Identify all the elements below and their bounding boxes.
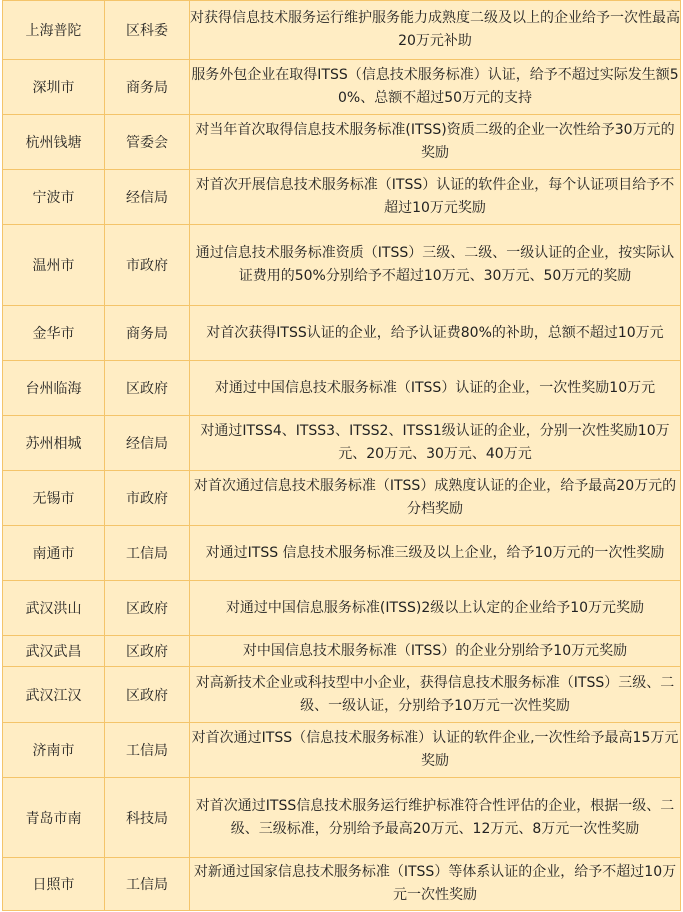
policy-description-cell: 对当年首次取得信息技术服务标准(ITSS)资质二级的企业一次性给予30万元的奖励 [190, 115, 681, 170]
table-row [3, 115, 681, 170]
department-cell: 工信局 [105, 723, 190, 778]
table-row [3, 471, 681, 526]
city-cell: 深圳市 [3, 60, 105, 115]
city-cell: 金华市 [3, 306, 105, 361]
table-row [3, 60, 681, 115]
policy-description-cell: 通过信息技术服务标准资质（ITSS）三级、二级、一级认证的企业，按实际认证费用的50%分别给予不超过10万元、30万元、50万元的奖励 [190, 225, 681, 306]
department-cell: 商务局 [105, 60, 190, 115]
department-cell: 区科委 [105, 1, 190, 60]
department-cell: 区政府 [105, 581, 190, 636]
department-cell: 市政府 [105, 225, 190, 306]
table-row [3, 225, 681, 306]
policy-table-container [2, 0, 680, 911]
department-cell: 区政府 [105, 361, 190, 416]
city-cell: 济南市 [3, 723, 105, 778]
policy-description-cell: 对首次通过ITSS信息技术服务运行维护标准符合性评估的企业，根据一级、二级、三级标准，分别给予最高20万元、12万元、8万元一次性奖励 [190, 778, 681, 858]
policy-description-cell: 对首次通过ITSS（信息技术服务标准）认证的软件企业,一次性给予最高15万元奖励 [190, 723, 681, 778]
city-cell: 武汉江汉 [3, 667, 105, 723]
policy-description-cell: 对通过中国信息服务标准(ITSS)2级以上认定的企业给予10万元奖励 [190, 581, 681, 636]
city-cell: 南通市 [3, 526, 105, 581]
itss-subsidy-policy-table [2, 0, 681, 911]
table-row [3, 416, 681, 471]
policy-description-cell: 对通过ITSS4、ITSS3、ITSS2、ITSS1级认证的企业，分别一次性奖励10万元、20万元、30万元、40万元 [190, 416, 681, 471]
department-cell: 科技局 [105, 778, 190, 858]
department-cell: 经信局 [105, 170, 190, 225]
city-cell: 日照市 [3, 858, 105, 911]
policy-description-cell: 对通过ITSS 信息技术服务标准三级及以上企业，给予10万元的一次性奖励 [190, 526, 681, 581]
policy-description-cell: 对首次获得ITSS认证的企业，给予认证费80%的补助，总额不超过10万元 [190, 306, 681, 361]
policy-description-cell: 对首次通过信息技术服务标准（ITSS）成熟度认证的企业，给予最高20万元的分档奖励 [190, 471, 681, 526]
city-cell: 苏州相城 [3, 416, 105, 471]
department-cell: 区政府 [105, 636, 190, 667]
city-cell: 上海普陀 [3, 1, 105, 60]
city-cell: 温州市 [3, 225, 105, 306]
table-row [3, 526, 681, 581]
table-row [3, 858, 681, 911]
city-cell: 台州临海 [3, 361, 105, 416]
table-row [3, 636, 681, 667]
city-cell: 宁波市 [3, 170, 105, 225]
table-row [3, 778, 681, 858]
policy-description-cell: 服务外包企业在取得ITSS（信息技术服务标准）认证，给予不超过实际发生额50%、总额不超过50万元的支持 [190, 60, 681, 115]
city-cell: 武汉洪山 [3, 581, 105, 636]
city-cell: 青岛市南 [3, 778, 105, 858]
policy-description-cell: 对高新技术企业或科技型中小企业，获得信息技术服务标准（ITSS）三级、二级、一级认证，分别给予10万元一次性奖励 [190, 667, 681, 723]
policy-description-cell: 对首次开展信息技术服务标准（ITSS）认证的软件企业，每个认证项目给予不超过10万元奖励 [190, 170, 681, 225]
policy-description-cell: 对新通过国家信息技术服务标准（ITSS）等体系认证的企业，给予不超过10万元一次性奖励 [190, 858, 681, 911]
department-cell: 经信局 [105, 416, 190, 471]
table-row [3, 170, 681, 225]
table-row [3, 723, 681, 778]
policy-description-cell: 对获得信息技术服务运行维护服务能力成熟度二级及以上的企业给予一次性最高20万元补助 [190, 1, 681, 60]
table-row [3, 581, 681, 636]
department-cell: 区政府 [105, 667, 190, 723]
department-cell: 工信局 [105, 526, 190, 581]
policy-description-cell: 对中国信息技术服务标准（ITSS）的企业分别给予10万元奖励 [190, 636, 681, 667]
table-row [3, 306, 681, 361]
table-row [3, 1, 681, 60]
policy-description-cell: 对通过中国信息技术服务标准（ITSS）认证的企业，一次性奖励10万元 [190, 361, 681, 416]
city-cell: 杭州钱塘 [3, 115, 105, 170]
department-cell: 管委会 [105, 115, 190, 170]
department-cell: 工信局 [105, 858, 190, 911]
table-row [3, 361, 681, 416]
city-cell: 武汉武昌 [3, 636, 105, 667]
table-row [3, 667, 681, 723]
department-cell: 市政府 [105, 471, 190, 526]
city-cell: 无锡市 [3, 471, 105, 526]
department-cell: 商务局 [105, 306, 190, 361]
